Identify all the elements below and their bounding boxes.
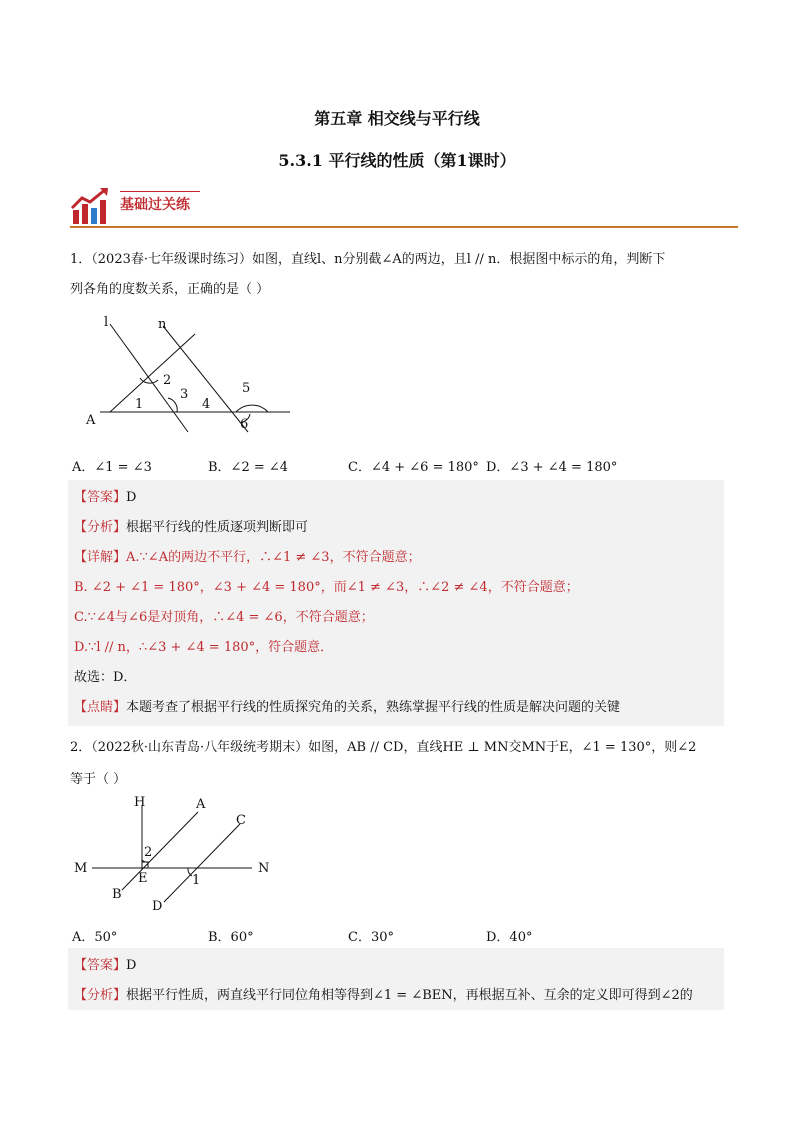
q1-detail-line-4: D.∵l // n，∴∠3 + ∠4 = 180°，符合题意．: [74, 640, 334, 655]
q2-solution-block: [68, 948, 724, 1010]
q1-comment-row: [74, 696, 620, 715]
q2-answer-tag: 【答案】: [74, 958, 127, 973]
section-title: 5.3.1 平行线的性质（第1课时）: [278, 151, 516, 170]
q1-option-d: D．∠3 + ∠4 = 180°: [486, 460, 618, 475]
q1-option-b: B．∠2 = ∠4: [208, 460, 289, 475]
banner-label: 基础过关练: [120, 197, 190, 213]
q2-analysis-tag: 【分析】: [74, 988, 127, 1003]
q1-detail-line-3: C.∵∠4与∠6是对顶角，∴∠4 = ∠6，不符合题意；: [74, 610, 374, 625]
q2-label-n: N: [258, 861, 270, 876]
banner-rule: [70, 226, 738, 228]
q1-label-6: 6: [240, 417, 249, 432]
chapter-title: 第五章 相交线与平行线: [314, 109, 480, 128]
q2-label-2: 2: [144, 845, 153, 860]
bar-chart-icon: [70, 186, 114, 226]
q1-answer: D: [126, 490, 137, 505]
q1-label-1: 1: [135, 397, 144, 412]
q1-label-3: 3: [180, 387, 189, 402]
q1-label-n: n: [158, 317, 167, 332]
q1-stem-line1: 1．（2023春·七年级课时练习）如图，直线l、n分别截∠A的两边，且l // n．根据图中标示的角，判断下: [70, 252, 666, 267]
q1-detail-line-2: B. ∠2 + ∠1 = 180°，∠3 + ∠4 = 180°，而∠1 ≠ ∠3，∴∠2 ≠ ∠4，不符合题意；: [74, 580, 579, 595]
q2-analysis-row: [74, 984, 693, 1003]
q1-stem-line2: 列各角的度数关系，正确的是（ ）: [70, 282, 270, 297]
q1-answer-tag: 【答案】: [74, 490, 127, 505]
q1-analysis-row: [74, 516, 308, 535]
q2-label-1: 1: [192, 873, 201, 888]
q2-option-c: C．30°: [348, 930, 394, 945]
q2-label-e: E: [138, 871, 148, 886]
q2-label-a: A: [196, 797, 206, 812]
q2-answer-row: [74, 954, 136, 973]
q2-label-d: D: [152, 899, 163, 914]
q2-option-d: D．40°: [486, 930, 533, 945]
q2-analysis: 根据平行性质，两直线平行同位角相等得到∠1 = ∠BEN，再根据互补、互余的定义即可得到∠2的: [126, 988, 693, 1003]
q1-analysis: 根据平行线的性质逐项判断即可: [126, 520, 309, 535]
q2-label-h: H: [134, 795, 146, 810]
q1-detail-tag: 【详解】: [74, 550, 127, 565]
q2-label-m: M: [74, 861, 88, 876]
q1-label-5: 5: [242, 381, 251, 396]
q1-option-c: C．∠4 + ∠6 = 180°: [348, 460, 479, 475]
q2-option-a: A．50°: [72, 930, 118, 945]
q2-option-b: B．60°: [208, 930, 254, 945]
q1-answer-row: [74, 486, 136, 505]
q1-option-a: A．∠1 = ∠3: [72, 460, 152, 475]
q2-answer: D: [126, 958, 137, 973]
q1-choose: 故选：D．: [74, 670, 137, 685]
q1-detail-row: [74, 546, 421, 565]
q2-stem-line2: 等于（ ）: [70, 772, 127, 787]
section-banner: [70, 186, 738, 228]
q1-label-4: 4: [202, 397, 211, 412]
q1-detail-line-1: A.∵∠A的两边不平行，∴∠1 ≠ ∠3，不符合题意；: [126, 550, 421, 565]
q1-comment: 本题考查了根据平行线的性质探究角的关系，熟练掌握平行线的性质是解决问题的关键: [126, 700, 621, 715]
q1-solution-block: [68, 480, 724, 726]
q1-analysis-tag: 【分析】: [74, 520, 127, 535]
q1-label-2: 2: [163, 373, 172, 388]
q2-label-c: C: [236, 813, 246, 828]
q1-label-a: A: [86, 413, 96, 428]
q2-figure: [70, 792, 280, 916]
q2-stem-line1: 2．（2022秋·山东青岛·八年级统考期末）如图，AB // CD，直线HE ⊥ MN交MN于E，∠1 = 130°，则∠2: [70, 740, 697, 755]
q1-comment-tag: 【点睛】: [74, 700, 127, 715]
q1-figure: [80, 314, 320, 434]
q1-label-l: l: [104, 315, 109, 330]
banner-top-line: [120, 191, 200, 192]
q2-label-b: B: [112, 887, 122, 902]
